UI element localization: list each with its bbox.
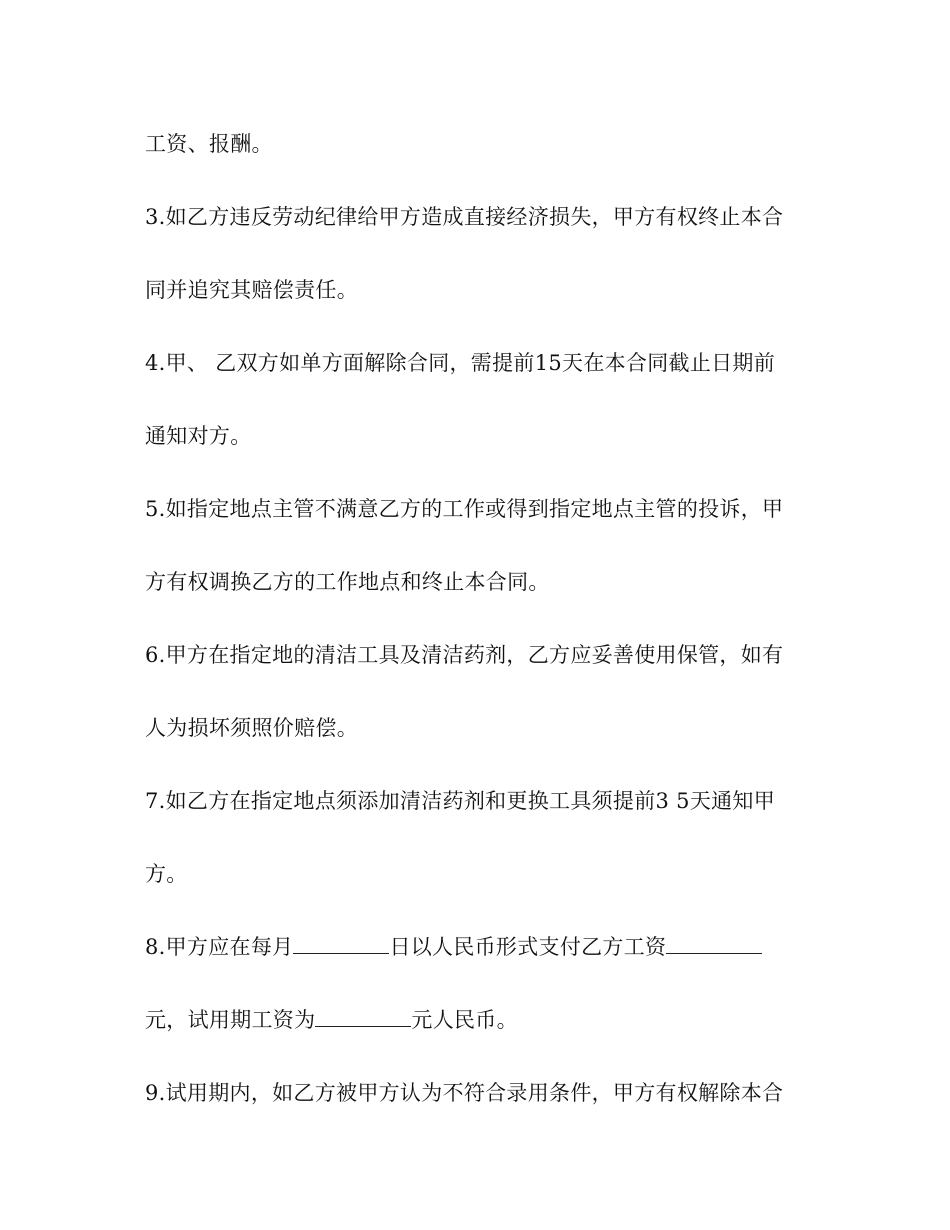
clause-3-line-1: 3.如乙方违反劳动纪律给甲方造成直接经济损失，甲方有权终止本合 (145, 205, 784, 229)
clause-6-line-1: 6.甲方在指定地的清洁工具及清洁药剂，乙方应妥善使用保管，如有 (145, 643, 784, 667)
clause-4-line-1: 4.甲、 乙双方如单方面解除合同，需提前15天在本合同截止日期前 (145, 351, 776, 375)
clause-8-text-a: 8.甲方应在每月 (145, 935, 294, 959)
clause-3-line-2: 同并追究其赔偿责任。 (145, 278, 358, 302)
clause-4-line-2: 通知对方。 (145, 424, 252, 448)
clause-5-line-1: 5.如指定地点主管不满意乙方的工作或得到指定地点主管的投诉，甲 (145, 497, 784, 521)
clause-8-line-2 (145, 1006, 825, 1034)
clause-7-line-1: 7.如乙方在指定地点须添加清洁药剂和更换工具须提前3 5天通知甲 (145, 789, 776, 813)
clause-9-line-1: 9.试用期内，如乙方被甲方认为不符合录用条件，甲方有权解除本合 (145, 1081, 784, 1105)
text-line: 工资、报酬。 (145, 132, 273, 156)
clause-8-text-b: 日以人民币形式支付乙方工资 (389, 935, 667, 959)
clause-5-line-2: 方有权调换乙方的工作地点和终止本合同。 (145, 570, 550, 594)
salary-blank (666, 933, 762, 954)
probation-salary-blank (315, 1006, 411, 1027)
clause-7-line-2: 方。 (145, 862, 188, 886)
clause-8-text-d: 元人民币。 (411, 1008, 518, 1032)
clause-8-text-c: 元，试用期工资为 (145, 1008, 316, 1032)
pay-day-blank (293, 933, 389, 954)
clause-8-line-1 (145, 933, 825, 961)
clause-6-line-2: 人为损坏须照价赔偿。 (145, 716, 358, 740)
